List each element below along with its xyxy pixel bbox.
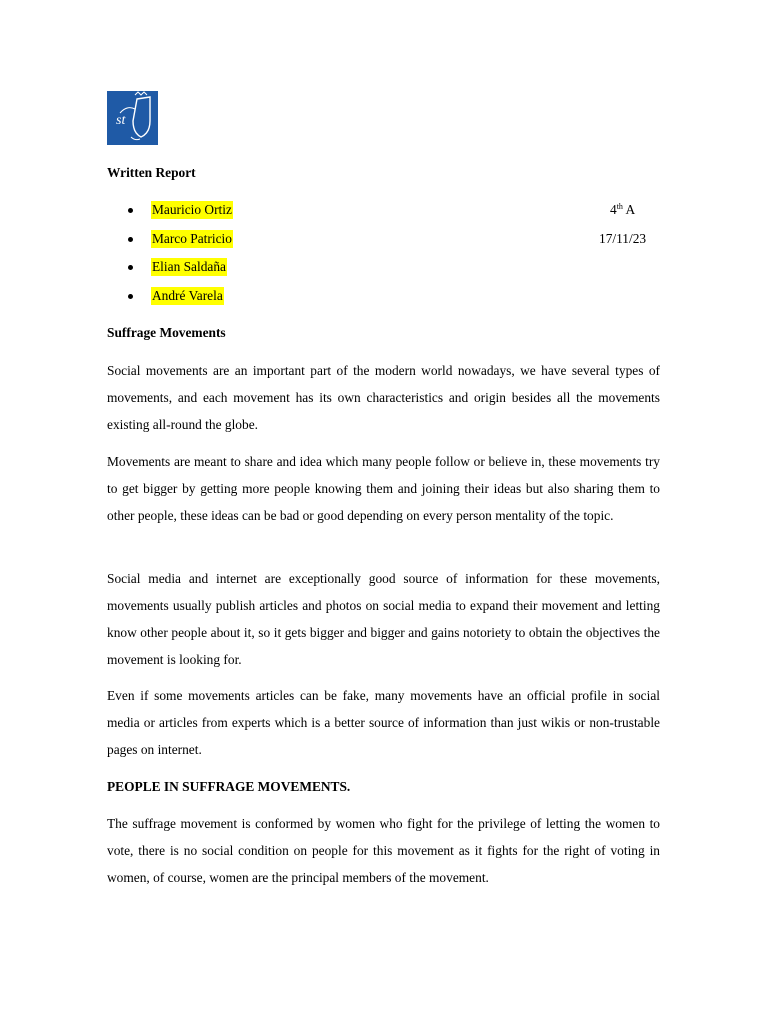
paragraph: Social media and internet are exceptionally good source of information for these movements, movements usually publish articles and photos on social media to expand their movement and letting know other people about it, so it gets bigger and bigger and gains notoriety to obtain the objectives the movement is looking for. (107, 571, 660, 667)
author-name: André Varela (152, 288, 223, 303)
paragraph: The suffrage movement is conformed by women who fight for the privilege of letting the women to vote, there is no social condition on people for this movement as it fights for the right of voting in women, of course, women are the principal members of the movement. (107, 816, 660, 885)
paragraph: Even if some movements articles can be fake, many movements have an official profile in social media or articles from experts which is a better source of information than just wikis or non-trustable pages on internet. (107, 688, 660, 757)
report-date: 17/11/23 (599, 231, 647, 246)
bullet-icon (128, 265, 133, 270)
grade-label (610, 201, 635, 219)
bullet-icon (128, 237, 133, 242)
section-heading: Suffrage Movements (107, 325, 226, 340)
grade-group: A (622, 202, 636, 217)
crest-icon (107, 91, 158, 145)
grade-number: 4 (610, 202, 617, 217)
paragraph: Social movements are an important part of the modern world nowadays, we have several types of movements, and each movement has its own characteristics and origin besides all the movements existing all-round the globe. (107, 363, 660, 432)
bullet-icon (128, 208, 133, 213)
report-title: Written Report (107, 165, 196, 180)
paragraph: Movements are meant to share and idea which many people follow or believe in, these movements try to get bigger by getting more people knowing them and joining their ideas but also sharing them to other people, these ideas can be bad or good depending on every person mentality of the topic. (107, 454, 660, 523)
bullet-icon (128, 294, 133, 299)
logo-monogram: st (116, 113, 126, 128)
author-name: Mauricio Ortiz (152, 202, 232, 217)
author-name: Elian Saldaña (152, 259, 226, 274)
section-heading: PEOPLE IN SUFFRAGE MOVEMENTS. (107, 779, 351, 794)
grade-suffix: th (616, 202, 623, 211)
school-logo (107, 91, 158, 145)
author-name: Marco Patricio (152, 231, 232, 246)
